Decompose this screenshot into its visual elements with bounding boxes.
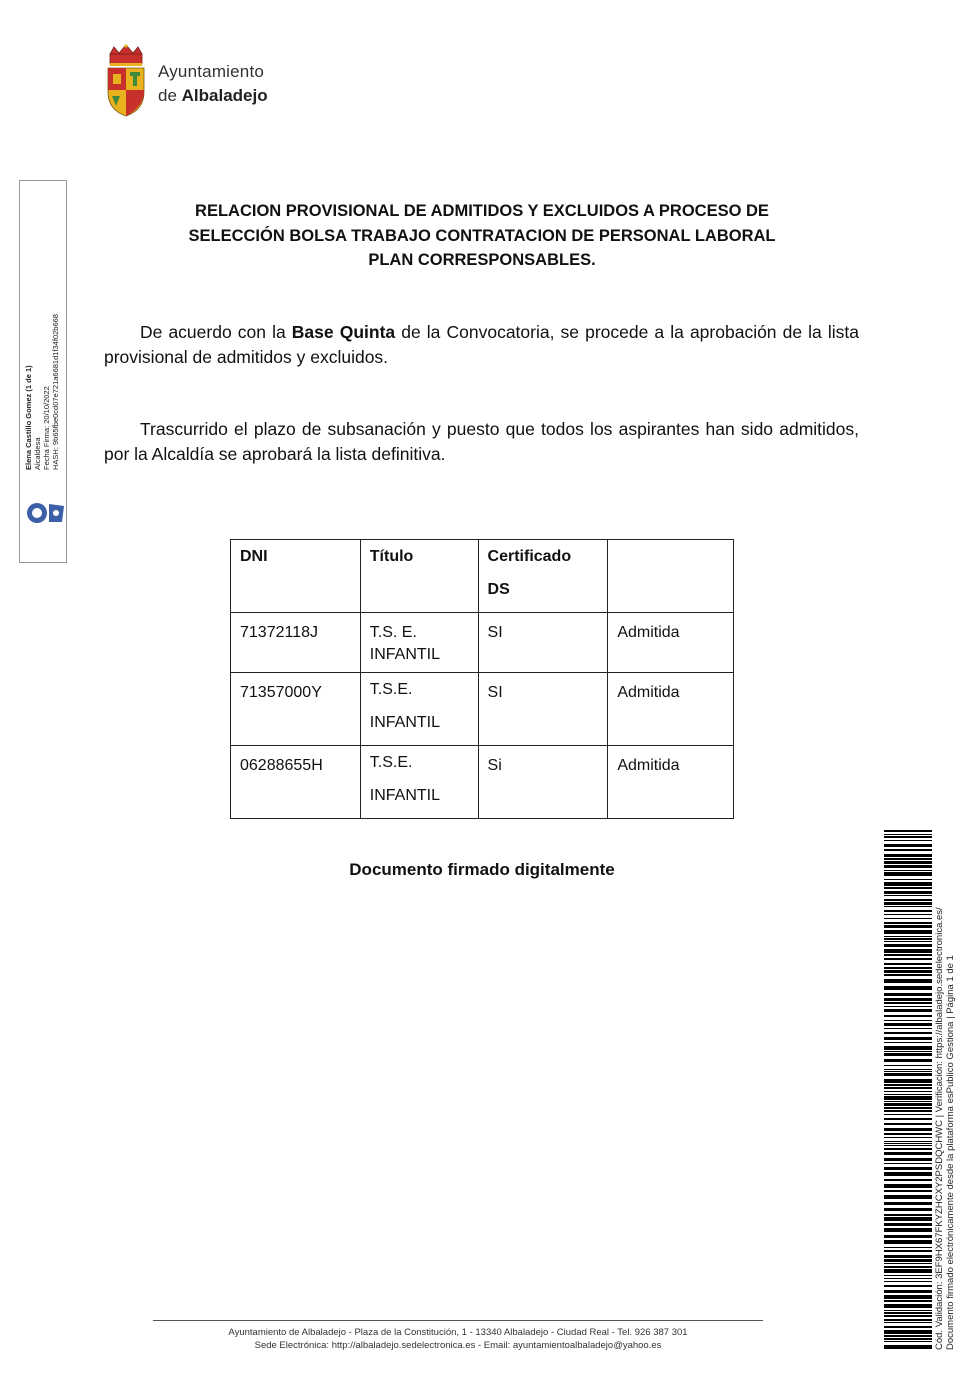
barcode-bar (884, 1266, 932, 1268)
barcode-bar (884, 925, 932, 928)
barcode-bar (884, 1053, 932, 1056)
header-certificado (478, 540, 608, 613)
signature-seal-icon (24, 500, 66, 526)
verification-code-line: Cód. Validación: 3EF9HX67FKYZHCXY2PSDQCHWC | Verificación: https://albaladejo.sedelectronica.es/ (934, 907, 945, 1350)
barcode-bar (884, 1263, 932, 1264)
barcode-bar (884, 1110, 932, 1112)
barcode-bar (884, 1103, 932, 1106)
paragraph1-bold: Base Quinta (291, 322, 396, 342)
header-titulo: Título (360, 540, 478, 613)
barcode-bar (884, 1341, 932, 1342)
barcode-bar (884, 970, 932, 973)
barcode-bar (884, 1152, 932, 1155)
barcode-bar (884, 895, 932, 896)
footer-contact: Sede Electrónica: http://albaladejo.sedelectronica.es - Email: ayuntamientoalbaladejo@yahoo.es (254, 1340, 662, 1351)
barcode-bar (884, 967, 932, 969)
barcode-bar (884, 865, 932, 868)
barcode-bar (884, 1002, 932, 1004)
org-name: Albaladejo (181, 86, 268, 105)
barcode-bar (884, 1163, 932, 1164)
barcode-bar (884, 1158, 932, 1161)
cell-titulo-line1: T.S. E. (369, 624, 417, 641)
barcode-bar (884, 979, 932, 983)
barcode-bar (884, 1322, 932, 1323)
barcode-bar (884, 887, 932, 889)
header-estado (608, 540, 734, 613)
cell-titulo-line2: INFANTIL (369, 787, 440, 804)
barcode-bar (884, 922, 932, 924)
barcode-bar (884, 1172, 932, 1176)
barcode-bar (884, 1235, 932, 1238)
verification-text (934, 830, 956, 1350)
digitally-signed-note: Documento firmado digitalmente (349, 860, 615, 879)
barcode-bar (884, 906, 932, 907)
barcode-bar (884, 1145, 932, 1146)
signer-name: Elena Castillo Gomez (1 de 1) (24, 365, 33, 470)
barcode-bar (884, 1285, 932, 1287)
cell-titulo-line2: INFANTIL (369, 646, 440, 663)
barcode-bar (884, 1290, 932, 1293)
barcode-bar (884, 1128, 932, 1131)
barcode-bar (884, 1315, 932, 1317)
barcode-bar (884, 1094, 932, 1095)
barcode-bar (884, 1319, 932, 1321)
barcode-bar (884, 882, 932, 886)
verification-platform-line: Documento firmado electrónicamente desde la plataforma esPublico Gestiona | Página 1 de 1 (945, 955, 956, 1350)
cell-titulo (360, 613, 478, 673)
barcode-bar (884, 1133, 932, 1135)
barcode-bar (884, 944, 932, 947)
org-prefix: de (158, 86, 177, 105)
document-title (140, 199, 824, 273)
barcode-bar (884, 1020, 932, 1021)
barcode-bar (884, 1107, 932, 1109)
header-certificado-line1: Certificado (487, 548, 572, 565)
barcode-bar (884, 1042, 932, 1043)
barcode-bar (884, 1190, 932, 1192)
paragraph1-after: de la Convocatoria, se procede a la aprobación de la lista provisional de admitidos y excluidos. (104, 322, 859, 367)
barcode-bar (884, 974, 932, 976)
paragraph2-text: Trascurrido el plazo de subsanación y puesto que todos los aspirantes han sido admitidos, por la Alcaldía se aprobará la lista definitiva. (104, 419, 859, 464)
cell-titulo (360, 673, 478, 746)
signature-date: Fecha Firma: 20/10/2022 (42, 386, 51, 470)
footer-address: Ayuntamiento de Albaladejo - Plaza de la Constitución, 1 - 13340 Albaladejo - Ciudad Real - Tel. 926 387 301 (228, 1327, 688, 1338)
barcode-bar (884, 1037, 932, 1040)
barcode-bar (884, 1202, 932, 1205)
org-name-line1: Ayuntamiento (158, 62, 265, 81)
barcode-bar (884, 1071, 932, 1072)
barcode-bar (884, 1330, 932, 1334)
barcode-bar (884, 861, 932, 864)
barcode-bar (884, 1335, 932, 1337)
paragraph1-before: De acuerdo con la (140, 322, 292, 342)
cell-dni: 71357000Y (231, 673, 361, 746)
paragraph-approval (104, 320, 859, 369)
cell-titulo (360, 746, 478, 819)
barcode-bar (884, 1275, 932, 1276)
paragraph-definitive (104, 417, 859, 466)
barcode-bar (884, 1295, 932, 1299)
barcode-bar (884, 1023, 932, 1026)
barcode-bar (884, 1167, 932, 1170)
cell-titulo-line2: INFANTIL (369, 714, 440, 731)
barcode-bar (884, 1006, 932, 1007)
barcode-bar (884, 870, 932, 871)
barcode-bar (884, 1310, 932, 1311)
barcode-bar (884, 986, 932, 990)
barcode-bar (884, 1300, 932, 1302)
barcode-bar (884, 963, 932, 965)
barcode-bar (884, 1118, 932, 1120)
cell-titulo-line1: T.S.E. (369, 681, 413, 698)
cell-estado: Admitida (608, 673, 734, 746)
barcode-bar (884, 1028, 932, 1029)
barcode-bar (884, 930, 932, 934)
barcode-bar (884, 1304, 932, 1308)
barcode-bar (884, 998, 932, 1001)
signer-role: Alcaldesa (33, 437, 42, 470)
signature-hash: HASH: 9b65fbe0cd07e721a6681d1f34f02b668 (51, 314, 60, 470)
barcode-bar (884, 899, 932, 901)
title-line-2: SELECCIÓN BOLSA TRABAJO CONTRATACION DE PERSONAL LABORAL (188, 226, 776, 245)
barcode-bar (884, 958, 932, 960)
cell-certificado: SI (478, 673, 608, 746)
barcode-bar (884, 854, 932, 857)
barcode-bar (884, 1269, 932, 1273)
cell-dni: 06288655H (231, 746, 361, 819)
barcode-bar (884, 1065, 932, 1066)
candidates-table (230, 539, 734, 819)
barcode-bar (884, 830, 932, 832)
table-header-row (231, 540, 734, 613)
barcode-bar (884, 1137, 932, 1138)
barcode-bar (884, 1278, 932, 1279)
cell-estado: Admitida (608, 613, 734, 673)
barcode-bar (884, 1214, 932, 1216)
barcode-bar (884, 1179, 932, 1181)
barcode-bar (884, 1223, 932, 1226)
barcode-bar (884, 1051, 932, 1052)
barcode-bar (884, 1059, 932, 1062)
barcode-bar (884, 1143, 932, 1144)
page-footer (153, 1326, 763, 1352)
barcode-bar (884, 1015, 932, 1017)
cell-certificado: Si (478, 746, 608, 819)
barcode-bar (884, 1046, 932, 1050)
title-line-1: RELACION PROVISIONAL DE ADMITIDOS Y EXCLUIDOS A PROCESO DE (195, 202, 769, 220)
barcode-bar (884, 1009, 932, 1012)
barcode-bar (884, 1326, 932, 1328)
barcode-bar (884, 891, 932, 894)
barcode-bar (884, 836, 932, 838)
header-dni: DNI (231, 540, 361, 613)
barcode-bar (884, 1345, 932, 1349)
header-certificado-line2: DS (487, 581, 510, 598)
barcode-bar (884, 914, 932, 915)
barcode-bar (884, 1259, 932, 1262)
cell-dni: 71372118J (231, 613, 361, 673)
barcode-bar (884, 902, 932, 905)
barcode-bar (884, 1208, 932, 1211)
barcode-bar (884, 1228, 932, 1232)
barcode-bar (884, 1312, 932, 1314)
barcode-bar (884, 844, 932, 847)
table-row (231, 613, 734, 673)
barcode-bar (884, 936, 932, 937)
barcode-bar (884, 834, 932, 835)
barcode-bar (884, 1096, 932, 1100)
barcode-bar (884, 1141, 932, 1142)
org-name-line2 (158, 86, 268, 106)
barcode-bar (884, 1217, 932, 1221)
barcode-bar (884, 1114, 932, 1115)
barcode-bar (884, 1073, 932, 1076)
barcode-bar (884, 1032, 932, 1034)
verification-barcode (884, 830, 932, 1350)
barcode-bar (884, 1087, 932, 1089)
barcode-bar (884, 1084, 932, 1086)
table-row (231, 673, 734, 746)
barcode-bar (884, 949, 932, 953)
barcode-bar (884, 849, 932, 851)
barcode-bar (884, 1101, 932, 1102)
barcode-bar (884, 1123, 932, 1125)
barcode-bar (884, 941, 932, 942)
barcode-bar (884, 938, 932, 940)
barcode-bar (884, 1281, 932, 1282)
footer-divider (153, 1320, 763, 1321)
barcode-bar (884, 1250, 932, 1252)
barcode-bar (884, 918, 932, 919)
barcode-bar (884, 1091, 932, 1092)
barcode-bar (884, 1184, 932, 1188)
barcode-bar (884, 1255, 932, 1258)
municipal-crest-logo (104, 44, 148, 118)
cell-titulo-line1: T.S.E. (369, 754, 413, 771)
barcode-bar (884, 1148, 932, 1150)
barcode-bar (884, 993, 932, 996)
barcode-bar (884, 954, 932, 956)
barcode-bar (884, 1079, 932, 1083)
signature-text (24, 270, 60, 470)
title-line-3: PLAN CORRESPONSABLES. (368, 251, 596, 269)
barcode-bar (884, 1338, 932, 1340)
barcode-bar (884, 1069, 932, 1070)
barcode-bar (884, 1240, 932, 1244)
table-row (231, 746, 734, 819)
barcode-bar (884, 1195, 932, 1199)
barcode-bar (884, 1247, 932, 1248)
barcode-bar (884, 872, 932, 876)
cell-certificado: SI (478, 613, 608, 673)
barcode-bar (884, 840, 932, 841)
cell-estado: Admitida (608, 746, 734, 819)
barcode-bar (884, 910, 932, 912)
barcode-bar (884, 858, 932, 860)
barcode-bar (884, 879, 932, 880)
